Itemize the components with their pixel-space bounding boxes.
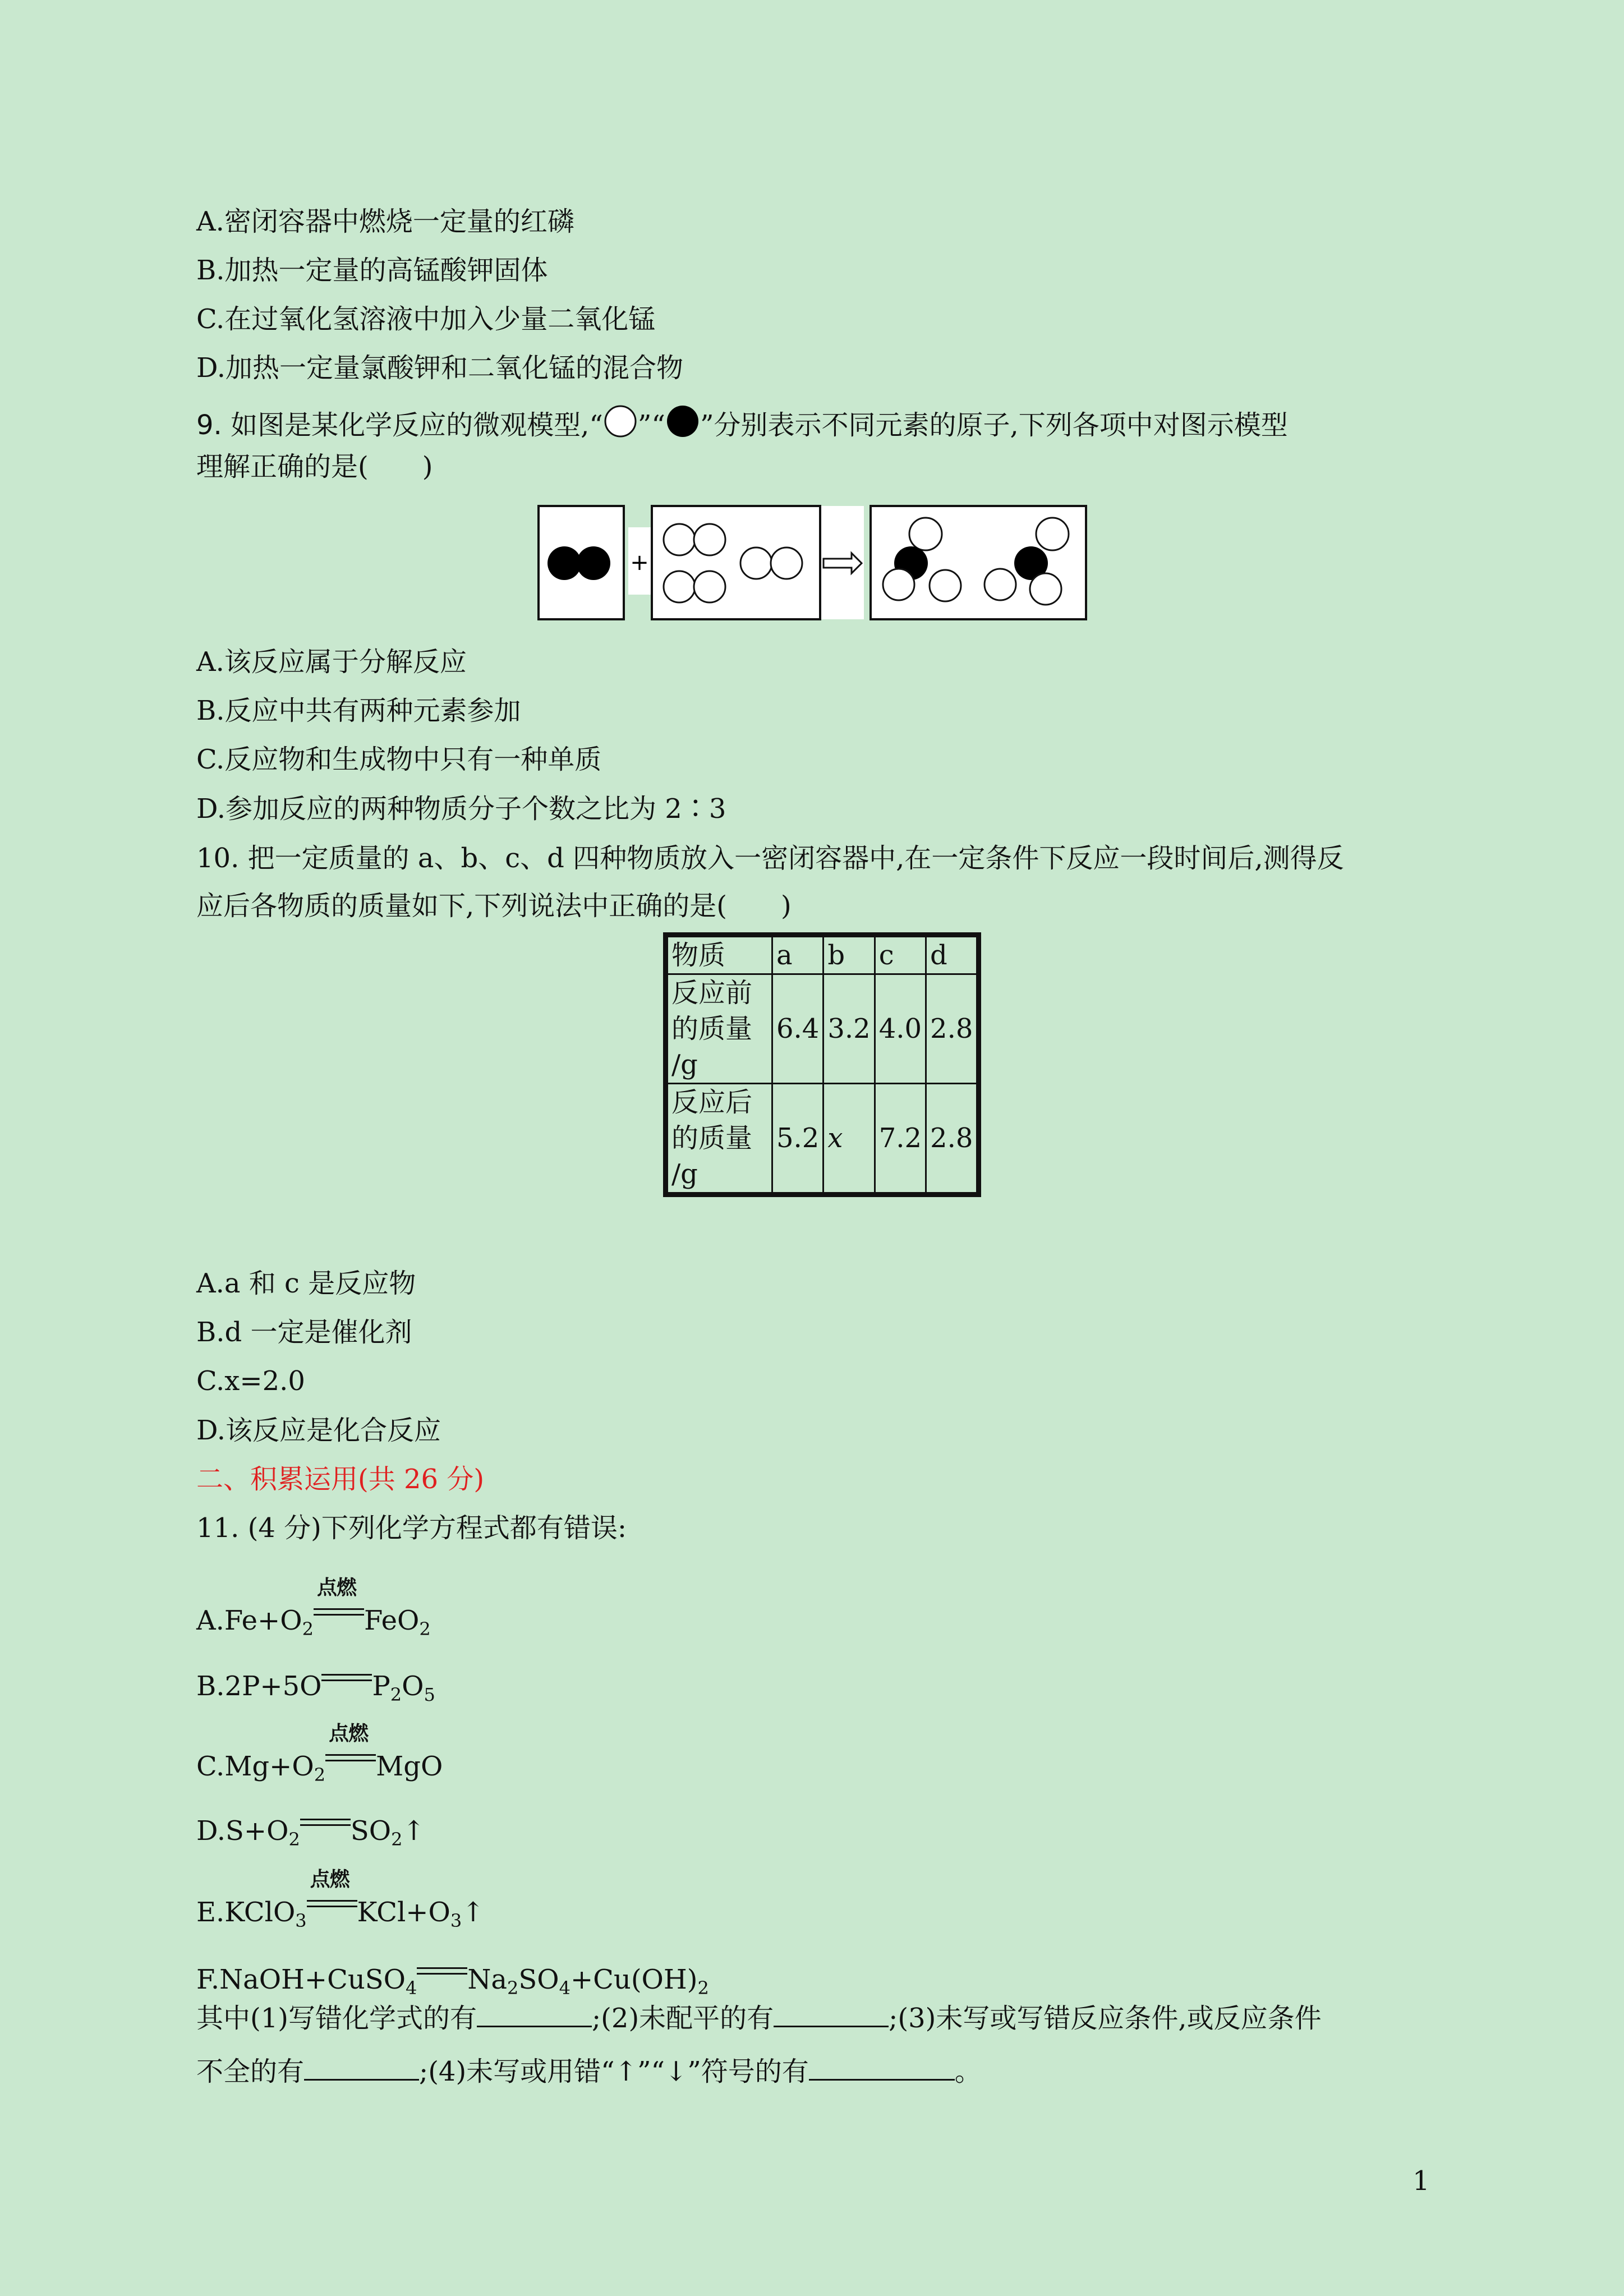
eq-subscript: 3 [450, 1910, 462, 1931]
row-label-line: /g [671, 1158, 698, 1190]
equation-a [196, 1576, 431, 1640]
q10-option-d: D.该反应是化合反应 [196, 1415, 441, 1446]
equation-f [196, 1955, 709, 1999]
condition-label: 点燃 [329, 1722, 369, 1745]
fill-text: 不全的有 [196, 2056, 305, 2087]
eq-subscript: 4 [559, 1977, 571, 1999]
table-header-cell: 物质 [666, 935, 772, 974]
eq-subscript: 2 [697, 1977, 709, 1999]
table-cell: 3.2 [823, 974, 875, 1084]
page-number: 1 [1413, 2165, 1430, 2197]
table-cell: 7.2 [875, 1084, 926, 1195]
ignition-condition [307, 1868, 357, 1921]
eq-text: B.2P+5O [196, 1671, 322, 1702]
fill-text: ;(2)未配平的有 [592, 2003, 774, 2034]
table-cell: 6.4 [772, 974, 823, 1084]
q10-stem-line2: 应后各物质的质量如下,下列说法中正确的是( ) [196, 890, 792, 922]
row-label [666, 974, 772, 1084]
equals-sign [417, 1955, 467, 1989]
answer-blank-4[interactable] [809, 2053, 955, 2081]
table-header-cell: a [772, 935, 823, 974]
row-label-line: 的质量 [671, 1013, 753, 1045]
fill-text: 其中(1)写错化学式的有 [196, 2003, 477, 2034]
q9-option-b: B.反应中共有两种元素参加 [196, 695, 521, 726]
q9-number: 9. [196, 409, 222, 441]
row-label-line: 的质量 [671, 1122, 753, 1154]
eq-subscript: 2 [419, 1618, 431, 1640]
q9-stem-text-1: 如图是某化学反应的微观模型,“ [231, 409, 603, 441]
black-atom-icon [665, 404, 700, 439]
eq-subscript: 2 [507, 1977, 519, 1999]
q8-option-a: A.密闭容器中燃烧一定量的红磷 [196, 206, 574, 237]
table-cell: 5.2 [772, 1084, 823, 1195]
q9-option-c: C.反应物和生成物中只有一种单质 [196, 744, 602, 775]
eq-subscript: 2 [302, 1618, 314, 1640]
q11-fill-line2 [196, 2053, 982, 2088]
q9-option-a: A.该反应属于分解反应 [196, 646, 467, 678]
eq-text: Na [467, 1964, 507, 1995]
answer-blank-3[interactable] [304, 2053, 419, 2081]
eq-text: KCl+O [357, 1897, 450, 1928]
q10-option-a: A.a 和 c 是反应物 [196, 1268, 416, 1299]
equation-b [196, 1662, 435, 1703]
eq-text: E.KClO [196, 1897, 296, 1928]
condition-label: 点燃 [316, 1576, 356, 1599]
equation-e [196, 1868, 485, 1931]
eq-text: O [402, 1671, 424, 1702]
q9-stem [196, 404, 1288, 442]
equals-sign [321, 1662, 372, 1695]
equation-c [196, 1722, 443, 1786]
eq-text: F.NaOH+CuSO [196, 1964, 406, 1995]
row-label-line: /g [671, 1049, 698, 1080]
q9-stem-line2: 理解正确的是( ) [196, 451, 433, 482]
fill-text: ;(4)未写或用错“↑”“↓”符号的有 [419, 2056, 809, 2087]
fill-text: ;(3)未写或写错反应条件,或反应条件 [889, 2003, 1322, 2034]
q10-option-b: B.d 一定是催化剂 [196, 1317, 412, 1348]
table-row [666, 974, 979, 1084]
answer-blank-2[interactable] [774, 2000, 889, 2027]
equation-d [196, 1806, 425, 1848]
ignition-condition [314, 1576, 364, 1630]
q10-option-c: C.x=2.0 [196, 1365, 305, 1397]
q10-stem-line1: 10. 把一定质量的 a、b、c、d 四种物质放入一密闭容器中,在一定条件下反应一段时间后,测得反 [196, 843, 1344, 874]
table-row [666, 1084, 979, 1195]
table-header-row [666, 935, 979, 974]
q9-stem-text-2: ”“ [637, 409, 665, 441]
fill-text: 。 [954, 2056, 982, 2087]
row-label [666, 1084, 772, 1195]
eq-text: SO [518, 1964, 559, 1995]
eq-text: FeO [364, 1605, 420, 1636]
eq-subscript: 2 [314, 1764, 326, 1786]
table-header-cell: b [823, 935, 875, 974]
row-label-line: 反应后 [671, 1087, 753, 1118]
plus-sign: + [630, 550, 649, 576]
eq-subscript: 2 [390, 1684, 402, 1705]
eq-subscript: 4 [406, 1977, 417, 1999]
eq-subscript: 2 [288, 1829, 300, 1850]
eq-text: A.Fe+O [196, 1605, 302, 1636]
eq-text: C.Mg+O [196, 1751, 314, 1782]
table-cell: 2.8 [926, 974, 979, 1084]
eq-text: P [372, 1671, 390, 1702]
reaction-model-diagram [537, 505, 1087, 623]
condition-label: 点燃 [310, 1868, 349, 1891]
gas-arrow: ↑ [462, 1897, 485, 1928]
q11-fill-line1 [196, 2000, 1322, 2035]
equals-sign [300, 1806, 351, 1840]
section-heading: 二、积累运用(共 26 分) [196, 1464, 485, 1495]
table-cell: x [823, 1084, 875, 1195]
eq-text: D.S+O [196, 1815, 289, 1847]
gas-arrow: ↑ [402, 1815, 425, 1847]
eq-text: SO [350, 1815, 392, 1847]
answer-blank-1[interactable] [477, 2000, 592, 2027]
white-atom-icon [603, 404, 638, 439]
eq-subscript: 5 [424, 1684, 435, 1705]
eq-subscript: 2 [391, 1829, 403, 1850]
table-header-cell: c [875, 935, 926, 974]
eq-text: MgO [376, 1751, 443, 1782]
q8-option-b: B.加热一定量的高锰酸钾固体 [196, 255, 548, 286]
q9-stem-text-3: ”分别表示不同元素的原子,下列各项中对图示模型 [700, 409, 1288, 441]
q9-option-d: D.参加反应的两种物质分子个数之比为 2∶3 [196, 793, 726, 825]
mass-data-table [663, 932, 981, 1197]
ignition-condition [325, 1722, 376, 1775]
row-label-line: 反应前 [671, 977, 753, 1009]
eq-text: +Cu(OH) [570, 1964, 698, 1995]
table-cell: 4.0 [875, 974, 926, 1084]
table-header-cell: d [926, 935, 979, 974]
eq-subscript: 3 [295, 1910, 307, 1931]
q8-option-d: D.加热一定量氯酸钾和二氧化锰的混合物 [196, 352, 684, 384]
q8-option-c: C.在过氧化氢溶液中加入少量二氧化锰 [196, 303, 656, 335]
table-cell: 2.8 [926, 1084, 979, 1195]
q11-stem: 11. (4 分)下列化学方程式都有错误: [196, 1512, 627, 1544]
